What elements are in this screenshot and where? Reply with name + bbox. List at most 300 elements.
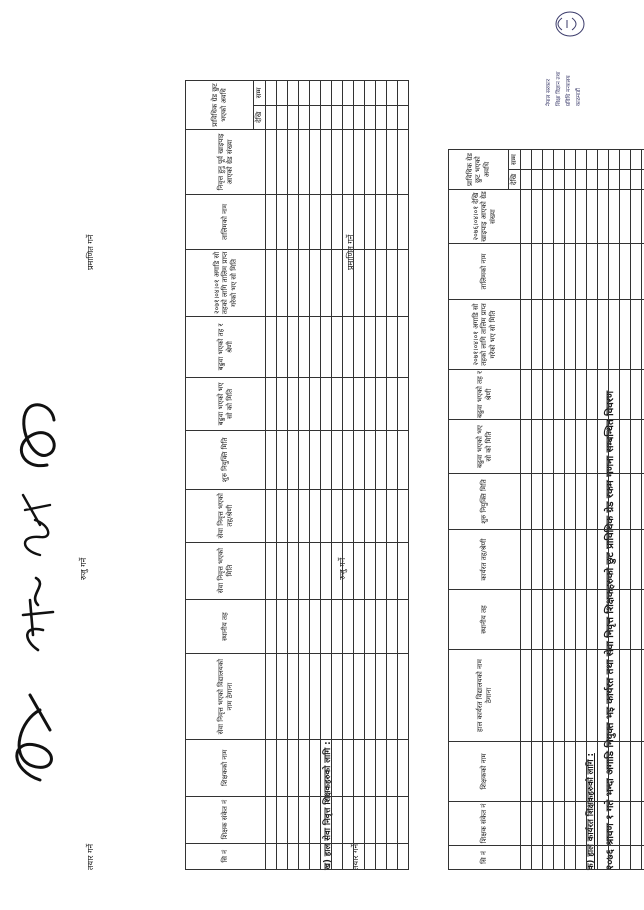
empty-cell [598,370,609,420]
empty-cell [387,542,398,599]
header-cell: सेवा निवृत्त भएको मिति [186,542,266,599]
empty-cell [376,316,387,377]
empty-cell [376,430,387,489]
empty-cell [343,194,354,249]
table-row [631,150,642,870]
signature-2 [8,570,68,660]
empty-cell [398,81,409,106]
table-row [376,81,387,870]
empty-cell [365,249,376,316]
empty-cell [376,81,387,106]
table-row [288,81,299,870]
section-a-body [521,150,644,870]
empty-cell [365,489,376,542]
empty-cell [587,244,598,300]
empty-cell [631,590,642,650]
table-row [565,150,576,870]
empty-cell [354,194,365,249]
empty-cell [543,650,554,742]
empty-cell [376,739,387,796]
empty-cell [554,420,565,474]
empty-cell [277,316,288,377]
empty-cell [365,316,376,377]
empty-cell [576,846,587,870]
empty-cell [266,81,277,106]
empty-cell [598,190,609,244]
empty-cell [532,170,543,190]
empty-cell [266,843,277,869]
table-row [576,150,587,870]
empty-cell [565,370,576,420]
empty-cell [310,81,321,106]
header-cell: शुरु नियुक्ति मिति [449,474,521,530]
empty-cell [521,244,532,300]
empty-cell [365,377,376,430]
empty-cell [620,530,631,590]
empty-cell [620,802,631,846]
empty-cell [598,170,609,190]
empty-cell [343,430,354,489]
empty-cell [532,742,543,802]
header-cell: शुरु नियुक्ति मिति [186,430,266,489]
empty-cell [609,370,620,420]
empty-cell [266,316,277,377]
section-b-checked-by: रुजु गर्ने [79,557,88,580]
empty-cell [620,650,631,742]
empty-cell [576,170,587,190]
empty-cell [565,530,576,590]
table-row [609,150,620,870]
table-row [587,150,598,870]
empty-cell [609,190,620,244]
empty-cell [277,129,288,194]
table-row [277,81,288,870]
empty-cell [609,170,620,190]
empty-cell [277,105,288,129]
header-subcell-from: देखि [254,105,266,129]
empty-cell [266,654,277,739]
header-cell: बढुवा भएको भए सो को मिति [186,377,266,430]
empty-cell [332,377,343,430]
empty-cell [387,489,398,542]
table-row [332,81,343,870]
empty-cell [321,105,332,129]
empty-cell [598,244,609,300]
header-subcell-to: सम्म [509,150,521,170]
header-cell: सेवा निवृत्त भएको विद्यालयको नाम ठेगाना [186,654,266,739]
empty-cell [376,599,387,654]
section-b-prepared-by: तयार गर्ने [86,843,95,870]
header-cell: तालिमको नाम [449,244,521,300]
empty-cell [365,739,376,796]
empty-cell [576,150,587,170]
empty-cell [387,377,398,430]
empty-cell [288,194,299,249]
empty-cell [277,81,288,106]
empty-cell [277,843,288,869]
empty-cell [343,489,354,542]
table-row [299,81,310,870]
empty-cell [376,843,387,869]
empty-cell [576,190,587,244]
empty-cell [277,489,288,542]
empty-cell [587,530,598,590]
header-cell: शिक्षकको नाम [186,739,266,796]
empty-cell [266,489,277,542]
empty-cell [521,802,532,846]
empty-cell [299,654,310,739]
table-row [543,150,554,870]
empty-cell [521,150,532,170]
empty-cell [376,377,387,430]
empty-cell [354,843,365,869]
empty-cell [321,81,332,106]
empty-cell [398,430,409,489]
empty-cell [532,650,543,742]
header-cell: शिक्षक संकेत नं [449,802,521,846]
empty-cell [266,430,277,489]
empty-cell [543,300,554,370]
empty-cell [365,105,376,129]
empty-cell [266,796,277,843]
empty-cell [554,650,565,742]
empty-cell [387,843,398,869]
empty-cell [310,194,321,249]
empty-cell [631,190,642,244]
table-row [398,81,409,870]
empty-cell [587,802,598,846]
empty-cell [532,150,543,170]
header-cell: शिक्षक संकेत नं [186,796,266,843]
empty-cell [543,846,554,870]
empty-cell [288,489,299,542]
empty-cell [598,150,609,170]
empty-cell [609,420,620,474]
empty-cell [598,530,609,590]
empty-cell [376,194,387,249]
empty-cell [576,420,587,474]
empty-cell [398,129,409,194]
empty-cell [299,542,310,599]
empty-cell [299,129,310,194]
section-a-checked-by: रुजु गर्ने [338,557,347,580]
empty-cell [332,430,343,489]
empty-cell [521,300,532,370]
empty-cell [343,739,354,796]
empty-cell [609,846,620,870]
empty-cell [565,300,576,370]
empty-cell [332,599,343,654]
signature-1 [0,680,70,790]
empty-cell [387,129,398,194]
empty-cell [354,739,365,796]
empty-cell [310,377,321,430]
table-row [365,81,376,870]
signature-4 [2,390,72,480]
empty-cell [554,370,565,420]
empty-cell [598,650,609,742]
empty-cell [321,843,332,869]
empty-cell [343,843,354,869]
empty-cell [521,650,532,742]
empty-cell [343,249,354,316]
empty-cell [620,170,631,190]
empty-cell [332,194,343,249]
empty-cell [554,846,565,870]
empty-cell [299,843,310,869]
empty-cell [620,300,631,370]
empty-cell [376,489,387,542]
empty-cell [288,654,299,739]
header-cell: सि नं [449,846,521,870]
empty-cell [332,796,343,843]
empty-cell [532,802,543,846]
table-row [343,81,354,870]
empty-cell [554,802,565,846]
empty-cell [321,654,332,739]
header-cell: निवृत्त हुनु पूर्व खाइपाइ आएको ग्रेड संख्या [186,129,266,194]
empty-cell [620,742,631,802]
empty-cell [565,846,576,870]
section-b-certified-by: प्रमाणित गर्ने [86,234,95,270]
table-row [387,81,398,870]
empty-cell [543,190,554,244]
empty-cell [587,190,598,244]
empty-cell [554,170,565,190]
header-subcell-to: सम्म [254,81,266,106]
empty-cell [288,796,299,843]
empty-cell [532,300,543,370]
empty-cell [576,244,587,300]
empty-cell [288,542,299,599]
empty-cell [620,420,631,474]
empty-cell [598,742,609,802]
signature-3 [5,485,65,565]
empty-cell [521,170,532,190]
empty-cell [343,654,354,739]
empty-cell [310,542,321,599]
empty-cell [354,105,365,129]
section-b-table [185,80,409,870]
header-cell: हाल कार्यरत विद्यालयको नाम ठेगाना [449,650,521,742]
empty-cell [554,150,565,170]
section-b-label: ख) हाल सेवा निवृत्त शिक्षकहरुको लागि : [323,741,333,870]
empty-cell [277,377,288,430]
empty-cell [598,590,609,650]
empty-cell [354,796,365,843]
empty-cell [310,739,321,796]
empty-cell [387,430,398,489]
empty-cell [299,796,310,843]
empty-cell [288,599,299,654]
empty-cell [554,742,565,802]
header-cell: प्राविधिक ग्रेड छुट भएको अवधि [449,150,509,190]
empty-cell [277,430,288,489]
empty-cell [532,474,543,530]
empty-cell [354,489,365,542]
empty-cell [631,370,642,420]
empty-cell [587,150,598,170]
empty-cell [376,796,387,843]
empty-cell [576,590,587,650]
empty-cell [288,377,299,430]
empty-cell [354,249,365,316]
section-a-prepared-by: तयार गर्ने [351,843,360,870]
empty-cell [354,129,365,194]
empty-cell [565,802,576,846]
seal-text-line: शिक्षा विज्ञान तथा [556,71,562,106]
empty-cell [398,489,409,542]
table-row [266,81,277,870]
empty-cell [288,843,299,869]
empty-cell [266,105,277,129]
empty-cell [332,542,343,599]
empty-cell [343,129,354,194]
empty-cell [398,377,409,430]
empty-cell [576,802,587,846]
empty-cell [277,654,288,739]
empty-cell [631,420,642,474]
empty-cell [288,249,299,316]
header-cell: बढुवा भएको भए सो को मिति [449,420,521,474]
empty-cell [543,802,554,846]
empty-cell [554,300,565,370]
empty-cell [587,370,598,420]
empty-cell [321,129,332,194]
empty-cell [565,474,576,530]
empty-cell [376,129,387,194]
empty-cell [398,654,409,739]
header-cell: सि नं [186,843,266,869]
empty-cell [587,742,598,802]
empty-cell [299,249,310,316]
empty-cell [543,244,554,300]
empty-cell [376,542,387,599]
empty-cell [631,846,642,870]
empty-cell [398,542,409,599]
empty-cell [620,474,631,530]
table-row [620,150,631,870]
empty-cell [343,599,354,654]
table-row [354,81,365,870]
empty-cell [387,316,398,377]
header-cell: कार्यरत तह/श्रेणी [449,530,521,590]
empty-cell [266,739,277,796]
empty-cell [576,530,587,590]
empty-cell [310,105,321,129]
empty-cell [266,599,277,654]
empty-cell [554,474,565,530]
empty-cell [398,105,409,129]
empty-cell [587,300,598,370]
empty-cell [387,105,398,129]
empty-cell [532,370,543,420]
empty-cell [609,650,620,742]
empty-cell [398,739,409,796]
empty-cell [565,150,576,170]
empty-cell [565,170,576,190]
empty-cell [365,654,376,739]
empty-cell [587,846,598,870]
empty-cell [598,802,609,846]
empty-cell [343,542,354,599]
section-a-header-row [449,150,509,870]
empty-cell [277,796,288,843]
empty-cell [609,300,620,370]
empty-cell [277,194,288,249]
empty-cell [299,194,310,249]
empty-cell [554,590,565,650]
empty-cell [598,300,609,370]
empty-cell [299,489,310,542]
empty-cell [365,430,376,489]
empty-cell [609,150,620,170]
empty-cell [310,599,321,654]
empty-cell [288,81,299,106]
empty-cell [631,474,642,530]
empty-cell [609,244,620,300]
empty-cell [310,654,321,739]
empty-cell [365,81,376,106]
seal-text-line: प्रविधि मन्त्रालय [566,75,572,106]
empty-cell [310,430,321,489]
empty-cell [332,654,343,739]
empty-cell [620,190,631,244]
header-cell: सेवा निवृत्त भएको तह/श्रेणी [186,489,266,542]
empty-cell [576,300,587,370]
empty-cell [310,129,321,194]
empty-cell [365,796,376,843]
empty-cell [354,654,365,739]
empty-cell [387,249,398,316]
section-b-body [266,81,409,870]
empty-cell [532,190,543,244]
empty-cell [631,650,642,742]
empty-cell [565,742,576,802]
header-cell: बढुवा भएको तह र श्रेणी [449,370,521,420]
empty-cell [332,105,343,129]
empty-cell [365,843,376,869]
empty-cell [288,105,299,129]
empty-cell [631,150,642,170]
empty-cell [310,249,321,316]
seal-text-line: काठमाडौं [576,88,582,106]
empty-cell [299,377,310,430]
empty-cell [631,742,642,802]
empty-cell [266,249,277,316]
empty-cell [521,742,532,802]
empty-cell [321,542,332,599]
empty-cell [332,739,343,796]
empty-cell [543,742,554,802]
table-row [321,81,332,870]
empty-cell [288,430,299,489]
empty-cell [532,420,543,474]
empty-cell [532,244,543,300]
empty-cell [321,599,332,654]
empty-cell [543,370,554,420]
empty-cell [543,170,554,190]
empty-cell [332,489,343,542]
seal-emblem-lines [558,18,576,30]
empty-cell [299,316,310,377]
document-title: २०७६ श्रावण १ गते भन्दा अगाडि नियुक्त भइ कार्यरत तथा सेवा निवृत्त शिक्षकहरुको छुट प्राविधिक ग्रेड रकम गणना सम्बन्धित विवरण [605,390,616,870]
empty-cell [398,796,409,843]
empty-cell [288,316,299,377]
empty-cell [587,650,598,742]
empty-cell [387,599,398,654]
empty-cell [332,843,343,869]
